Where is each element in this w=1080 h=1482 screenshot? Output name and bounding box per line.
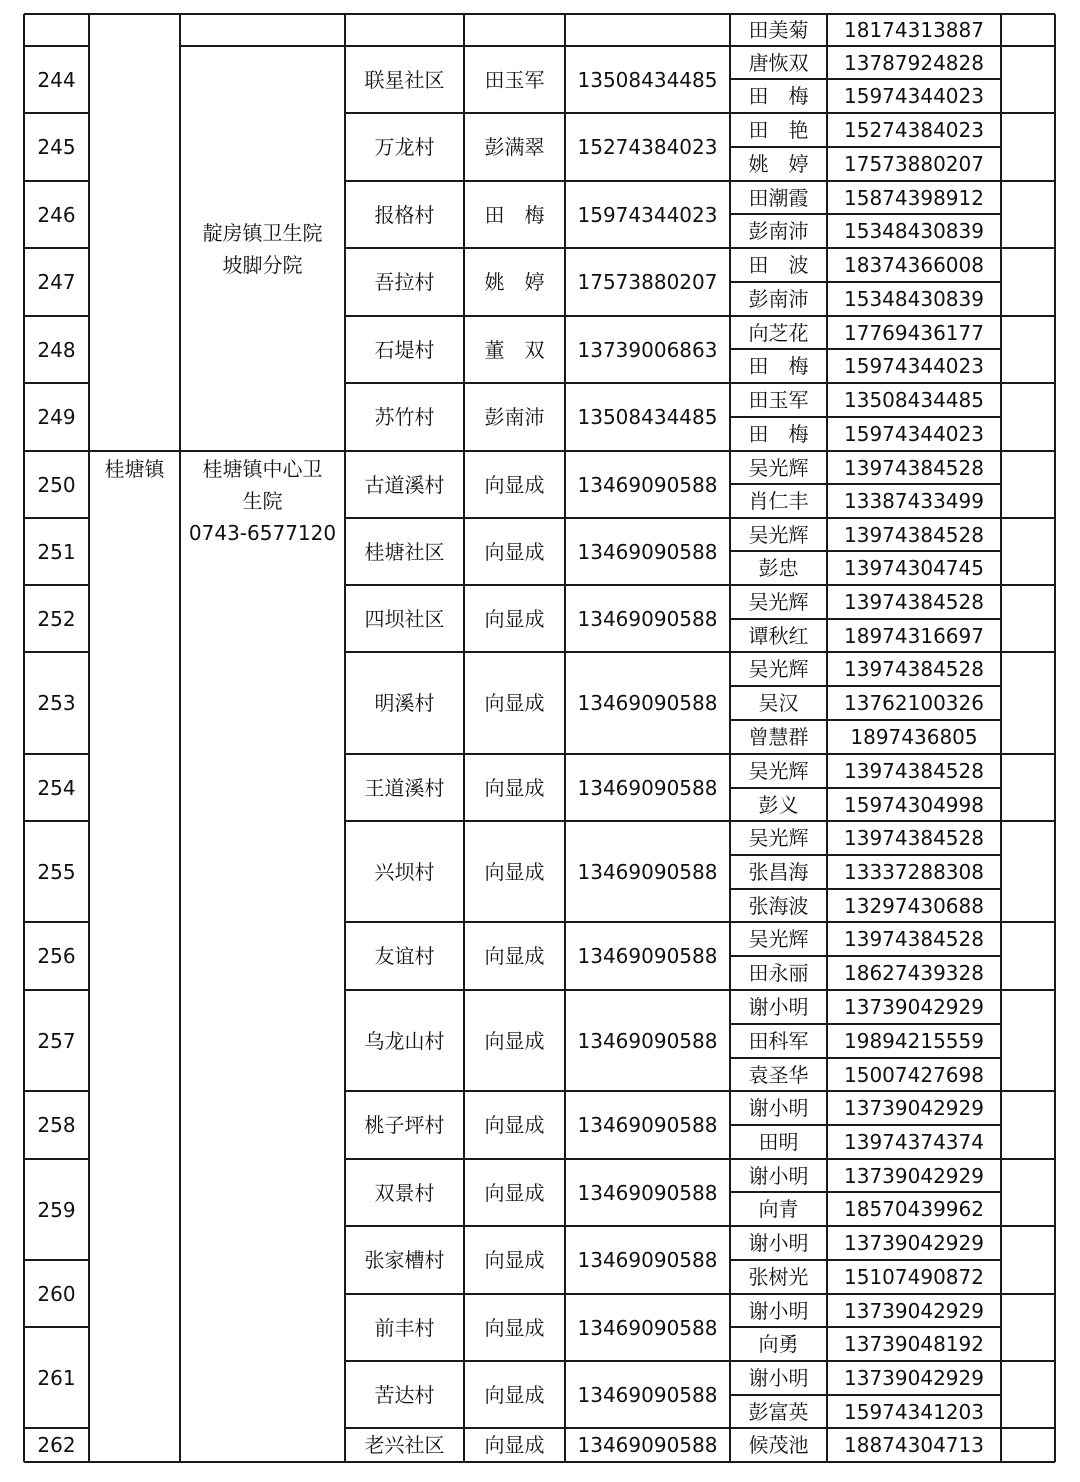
grid-vline bbox=[344, 14, 346, 1462]
contact-phone: 17573880207 bbox=[844, 152, 984, 176]
row-number: 247 bbox=[37, 270, 76, 294]
grid-hline bbox=[24, 112, 89, 114]
grid-hline bbox=[24, 1461, 1055, 1463]
contact-name: 谢小明 bbox=[748, 1096, 809, 1120]
grid-hline bbox=[345, 450, 730, 452]
grid-hline bbox=[1001, 989, 1055, 991]
grid-hline bbox=[730, 45, 1001, 47]
hospital-pojiao-line-2: 坡脚分院 bbox=[222, 252, 303, 277]
contact-name: 候茂池 bbox=[748, 1433, 809, 1457]
hospital-guitang bbox=[180, 451, 345, 1462]
contact-phone: 13974384528 bbox=[844, 826, 984, 850]
row-number: 251 bbox=[37, 539, 76, 564]
grid-hline bbox=[345, 1293, 730, 1295]
village-name: 苦达村 bbox=[374, 1382, 435, 1407]
contact-name: 田 波 bbox=[748, 253, 809, 277]
hospital-guitang-line-2: 生院 bbox=[242, 489, 283, 513]
grid-hline bbox=[345, 1158, 730, 1160]
grid-hline bbox=[24, 1158, 89, 1160]
contact-phone: 1897436805 bbox=[850, 725, 978, 749]
contact-phone: 13762100326 bbox=[844, 691, 984, 715]
grid-vline bbox=[463, 14, 465, 1462]
grid-vline bbox=[564, 14, 566, 1462]
contact-name: 谢小明 bbox=[748, 1231, 809, 1255]
leader-phone: 13469090588 bbox=[577, 775, 718, 800]
grid-hline bbox=[24, 382, 89, 384]
grid-hline bbox=[24, 1427, 89, 1429]
village-name: 石堤村 bbox=[374, 337, 435, 362]
leader-name: 向显成 bbox=[484, 1382, 545, 1407]
leader-name: 田玉军 bbox=[484, 67, 545, 92]
grid-hline bbox=[730, 955, 1001, 957]
grid-hline bbox=[730, 180, 1001, 182]
leader-name: 向显成 bbox=[484, 606, 545, 631]
grid-hline bbox=[730, 517, 1001, 519]
grid-vline bbox=[88, 14, 90, 1462]
row-number: 259 bbox=[37, 1197, 76, 1222]
village-name: 明溪村 bbox=[374, 691, 435, 715]
grid-hline bbox=[345, 382, 730, 384]
grid-hline bbox=[24, 989, 89, 991]
grid-hline bbox=[1001, 180, 1055, 182]
grid-hline bbox=[1001, 517, 1055, 519]
grid-hline bbox=[1001, 315, 1055, 317]
leader-phone: 13469090588 bbox=[577, 691, 718, 715]
grid-hline bbox=[730, 247, 1001, 249]
grid-hline bbox=[730, 719, 1001, 721]
grid-hline bbox=[730, 1293, 1001, 1295]
row-number: 262 bbox=[37, 1433, 76, 1457]
grid-vline bbox=[23, 14, 25, 1462]
grid-hline bbox=[1001, 1427, 1055, 1429]
grid-hline bbox=[730, 281, 1001, 283]
contact-phone: 15007427698 bbox=[844, 1062, 984, 1087]
village-name: 张家槽村 bbox=[364, 1248, 445, 1272]
contact-name: 张海波 bbox=[748, 893, 809, 918]
leader-name: 向显成 bbox=[484, 944, 545, 968]
contact-phone: 15974344023 bbox=[844, 422, 984, 446]
leader-name: 向显成 bbox=[484, 691, 545, 715]
leader-name: 田 梅 bbox=[484, 202, 545, 227]
grid-hline bbox=[180, 45, 345, 47]
leader-name: 向显成 bbox=[484, 1315, 545, 1340]
contact-phone: 15107490872 bbox=[844, 1265, 984, 1289]
grid-hline bbox=[1001, 112, 1055, 114]
grid-hline bbox=[345, 1427, 730, 1429]
grid-hline bbox=[1001, 1293, 1055, 1295]
grid-hline bbox=[730, 1225, 1001, 1227]
contact-name: 吴光辉 bbox=[748, 522, 809, 547]
leader-name: 彭满翠 bbox=[484, 135, 545, 159]
grid-hline bbox=[730, 483, 1001, 485]
leader-phone: 13739006863 bbox=[577, 337, 718, 362]
grid-hline bbox=[89, 450, 345, 452]
grid-hline bbox=[1001, 382, 1055, 384]
village-name: 四坝社区 bbox=[364, 606, 445, 631]
leader-phone: 13508434485 bbox=[577, 405, 718, 429]
leader-phone: 15974344023 bbox=[577, 202, 718, 227]
row-number: 246 bbox=[37, 202, 76, 227]
contact-name: 吴光辉 bbox=[748, 455, 809, 480]
contact-name: 吴光辉 bbox=[748, 759, 809, 783]
grid-hline bbox=[1001, 247, 1055, 249]
grid-hline bbox=[730, 854, 1001, 856]
village-name: 古道溪村 bbox=[364, 472, 445, 497]
contact-phone: 15274384023 bbox=[844, 118, 984, 142]
contact-phone: 13739042929 bbox=[844, 1163, 984, 1188]
grid-hline bbox=[730, 1259, 1001, 1261]
leader-phone: 13469090588 bbox=[577, 539, 718, 564]
grid-hline bbox=[345, 1360, 730, 1362]
contact-phone: 18627439328 bbox=[844, 961, 984, 985]
grid-hline bbox=[730, 416, 1001, 418]
contact-phone: 15974344023 bbox=[844, 84, 984, 108]
contact-phone: 13739042929 bbox=[844, 1298, 984, 1323]
contact-name: 田玉军 bbox=[748, 388, 809, 412]
contact-name: 田明 bbox=[758, 1130, 799, 1154]
contact-phone: 13974384528 bbox=[844, 657, 984, 681]
grid-hline bbox=[730, 618, 1001, 620]
village-name: 联星社区 bbox=[364, 67, 445, 92]
grid-hline bbox=[730, 1427, 1001, 1429]
grid-hline bbox=[730, 382, 1001, 384]
village-name: 万龙村 bbox=[374, 135, 435, 159]
contact-phone: 13974384528 bbox=[844, 759, 984, 783]
contact-name: 田潮霞 bbox=[748, 185, 809, 210]
contact-name: 向青 bbox=[758, 1197, 799, 1221]
leader-name: 向显成 bbox=[484, 472, 545, 497]
village-name: 桂塘社区 bbox=[364, 539, 445, 564]
contact-phone: 18874304713 bbox=[844, 1433, 984, 1457]
leader-phone: 13469090588 bbox=[577, 1433, 718, 1457]
leader-phone: 13469090588 bbox=[577, 1382, 718, 1407]
village-name: 双景村 bbox=[374, 1180, 435, 1205]
contact-phone: 13739042929 bbox=[844, 1366, 984, 1390]
contact-name: 吴光辉 bbox=[748, 590, 809, 614]
leader-phone: 13469090588 bbox=[577, 472, 718, 497]
grid-hline bbox=[730, 921, 1001, 923]
grid-hline bbox=[24, 651, 89, 653]
grid-hline bbox=[24, 450, 89, 452]
contact-name: 田科军 bbox=[748, 1029, 809, 1053]
leader-phone: 13469090588 bbox=[577, 606, 718, 631]
leader-phone: 13469090588 bbox=[577, 1180, 718, 1205]
village-name: 友谊村 bbox=[374, 944, 435, 968]
grid-hline bbox=[24, 180, 89, 182]
grid-vline bbox=[826, 14, 828, 1462]
contact-name: 吴光辉 bbox=[748, 927, 809, 951]
row-number: 254 bbox=[37, 775, 76, 800]
leader-name: 向显成 bbox=[484, 1028, 545, 1053]
contact-name: 向芝花 bbox=[748, 320, 809, 345]
contact-phone: 13974304745 bbox=[844, 556, 984, 580]
contact-phone: 18570439962 bbox=[844, 1197, 984, 1221]
contact-name: 彭忠 bbox=[758, 556, 799, 580]
contact-phone: 13508434485 bbox=[844, 388, 984, 412]
village-name: 苏竹村 bbox=[374, 405, 435, 429]
row-number: 244 bbox=[37, 67, 76, 92]
grid-hline bbox=[1001, 584, 1055, 586]
contact-name: 谭秋红 bbox=[748, 623, 809, 648]
village-name: 兴坝村 bbox=[374, 859, 435, 884]
grid-vline bbox=[179, 14, 181, 1462]
grid-hline bbox=[24, 921, 89, 923]
leader-phone: 17573880207 bbox=[577, 270, 718, 294]
grid-hline bbox=[730, 146, 1001, 148]
contact-name: 彭南沛 bbox=[748, 287, 809, 311]
grid-hline bbox=[730, 550, 1001, 552]
leader-name: 姚 婷 bbox=[484, 270, 545, 294]
contact-phone: 18374366008 bbox=[844, 253, 984, 277]
grid-hline bbox=[345, 820, 730, 822]
contact-name: 谢小明 bbox=[748, 1366, 809, 1390]
grid-hline bbox=[730, 1360, 1001, 1362]
row-number: 256 bbox=[37, 944, 76, 968]
leader-name: 向显成 bbox=[484, 859, 545, 884]
leader-phone: 13469090588 bbox=[577, 1028, 718, 1053]
grid-hline bbox=[730, 685, 1001, 687]
contact-phone: 13739042929 bbox=[844, 1096, 984, 1120]
grid-hline bbox=[345, 112, 730, 114]
grid-hline bbox=[1001, 820, 1055, 822]
contact-name: 彭义 bbox=[758, 792, 799, 817]
town-guitang bbox=[89, 451, 180, 1462]
row-number: 245 bbox=[37, 135, 76, 159]
grid-hline bbox=[730, 1158, 1001, 1160]
contact-name: 袁圣华 bbox=[748, 1062, 809, 1087]
contact-phone: 13739042929 bbox=[844, 995, 984, 1019]
contact-name: 张树光 bbox=[748, 1265, 809, 1289]
row-number: 258 bbox=[37, 1113, 76, 1137]
grid-hline bbox=[24, 517, 89, 519]
contact-name: 田 梅 bbox=[748, 422, 809, 446]
grid-hline bbox=[730, 888, 1001, 890]
contact-name: 向勇 bbox=[758, 1332, 799, 1356]
grid-hline bbox=[730, 1090, 1001, 1092]
grid-hline bbox=[24, 753, 89, 755]
contact-name: 吴光辉 bbox=[748, 657, 809, 681]
grid-hline bbox=[24, 247, 89, 249]
contact-name: 吴汉 bbox=[758, 691, 799, 715]
leader-name: 向显成 bbox=[484, 775, 545, 800]
leader-phone: 13469090588 bbox=[577, 859, 718, 884]
grid-hline bbox=[24, 1326, 89, 1328]
contact-name: 姚 婷 bbox=[748, 152, 809, 176]
grid-vline bbox=[1054, 14, 1056, 1462]
contact-name: 田 梅 bbox=[748, 84, 809, 108]
contact-phone: 13297430688 bbox=[844, 893, 984, 918]
contact-phone: 15348430839 bbox=[844, 219, 984, 243]
leader-name: 向显成 bbox=[484, 1248, 545, 1272]
leader-name: 向显成 bbox=[484, 1180, 545, 1205]
grid-hline bbox=[345, 45, 730, 47]
contact-name: 谢小明 bbox=[748, 1298, 809, 1323]
grid-hline bbox=[1001, 1360, 1055, 1362]
contact-name: 曾慧群 bbox=[748, 725, 809, 749]
contact-name: 吴光辉 bbox=[748, 826, 809, 850]
contact-name: 田 梅 bbox=[748, 354, 809, 378]
contact-name: 谢小明 bbox=[748, 995, 809, 1019]
grid-vline bbox=[1000, 14, 1002, 1462]
grid-hline bbox=[345, 753, 730, 755]
contact-phone: 17769436177 bbox=[844, 320, 984, 345]
grid-hline bbox=[730, 112, 1001, 114]
hospital-guitang-line-1: 桂塘镇中心卫 bbox=[202, 457, 323, 481]
contact-phone: 15348430839 bbox=[844, 287, 984, 311]
contact-phone: 15974344023 bbox=[844, 354, 984, 378]
leader-name: 向显成 bbox=[484, 1433, 545, 1457]
grid-hline bbox=[1001, 753, 1055, 755]
contact-name: 彭南沛 bbox=[748, 219, 809, 243]
hospital-guitang-line-3: 0743-6577120 bbox=[188, 521, 337, 545]
contact-phone: 18974316697 bbox=[844, 623, 984, 648]
grid-hline bbox=[1001, 921, 1055, 923]
row-number: 252 bbox=[37, 606, 76, 631]
grid-hline bbox=[1001, 1090, 1055, 1092]
contact-phone: 15874398912 bbox=[844, 185, 984, 210]
grid-hline bbox=[1001, 45, 1055, 47]
grid-hline bbox=[1001, 651, 1055, 653]
grid-hline bbox=[24, 584, 89, 586]
contact-name: 谢小明 bbox=[748, 1163, 809, 1188]
grid-hline bbox=[24, 1259, 89, 1261]
contact-phone: 13974384528 bbox=[844, 590, 984, 614]
leader-name: 向显成 bbox=[484, 1113, 545, 1137]
grid-hline bbox=[24, 45, 89, 47]
grid-hline bbox=[24, 13, 1055, 15]
grid-hline bbox=[730, 787, 1001, 789]
grid-hline bbox=[730, 1191, 1001, 1193]
hospital-pojiao bbox=[180, 46, 345, 451]
grid-hline bbox=[345, 651, 730, 653]
contact-phone: 18174313887 bbox=[844, 18, 984, 42]
grid-hline bbox=[730, 450, 1001, 452]
grid-hline bbox=[345, 517, 730, 519]
row-number: 248 bbox=[37, 337, 76, 362]
leader-phone: 13469090588 bbox=[577, 1315, 718, 1340]
contact-phone: 19894215559 bbox=[844, 1029, 984, 1053]
village-name: 桃子坪村 bbox=[364, 1113, 445, 1137]
leader-phone: 15274384023 bbox=[577, 135, 718, 159]
contact-name: 张昌海 bbox=[748, 860, 809, 884]
contact-phone: 15974304998 bbox=[844, 792, 984, 817]
leader-phone: 13508434485 bbox=[577, 67, 718, 92]
contact-name: 田永丽 bbox=[748, 961, 809, 985]
contact-phone: 13974384528 bbox=[844, 455, 984, 480]
village-name: 王道溪村 bbox=[364, 775, 445, 800]
grid-hline bbox=[345, 1090, 730, 1092]
grid-hline bbox=[730, 78, 1001, 80]
grid-hline bbox=[1001, 1225, 1055, 1227]
contact-name: 唐恢双 bbox=[748, 50, 809, 75]
grid-hline bbox=[24, 820, 89, 822]
grid-hline bbox=[345, 1225, 730, 1227]
contact-name: 肖仁丰 bbox=[748, 489, 809, 513]
leader-name: 向显成 bbox=[484, 539, 545, 564]
grid-hline bbox=[730, 1394, 1001, 1396]
contact-name: 田美菊 bbox=[748, 18, 809, 42]
leader-phone: 13469090588 bbox=[577, 1113, 718, 1137]
grid-hline bbox=[345, 180, 730, 182]
contact-phone: 13739048192 bbox=[844, 1332, 984, 1356]
grid-hline bbox=[345, 247, 730, 249]
contact-phone: 13387433499 bbox=[844, 489, 984, 513]
grid-hline bbox=[730, 213, 1001, 215]
grid-hline bbox=[24, 315, 89, 317]
contact-phone: 15974341203 bbox=[844, 1399, 984, 1424]
contact-name: 田 艳 bbox=[748, 118, 809, 142]
grid-hline bbox=[730, 820, 1001, 822]
grid-hline bbox=[345, 989, 730, 991]
row-number: 257 bbox=[37, 1028, 76, 1053]
village-name: 吾拉村 bbox=[374, 270, 435, 294]
village-name: 前丰村 bbox=[374, 1315, 435, 1340]
grid-hline bbox=[730, 584, 1001, 586]
contact-phone: 13337288308 bbox=[844, 860, 984, 884]
grid-hline bbox=[730, 315, 1001, 317]
village-name: 报格村 bbox=[374, 202, 435, 227]
grid-vline bbox=[729, 14, 731, 1462]
leader-phone: 13469090588 bbox=[577, 944, 718, 968]
contact-phone: 13974384528 bbox=[844, 522, 984, 547]
row-number: 255 bbox=[37, 859, 76, 884]
contact-phone: 13974384528 bbox=[844, 927, 984, 951]
leader-name: 彭南沛 bbox=[484, 405, 545, 429]
grid-hline bbox=[1001, 450, 1055, 452]
grid-hline bbox=[24, 1090, 89, 1092]
grid-hline bbox=[730, 348, 1001, 350]
grid-hline bbox=[730, 1023, 1001, 1025]
town-guitang-line-1: 桂塘镇 bbox=[104, 457, 165, 481]
row-number: 260 bbox=[37, 1281, 76, 1306]
contact-name: 彭富英 bbox=[748, 1399, 809, 1424]
grid-hline bbox=[345, 921, 730, 923]
row-number: 250 bbox=[37, 472, 76, 497]
grid-hline bbox=[345, 315, 730, 317]
row-number: 249 bbox=[37, 405, 76, 429]
grid-hline bbox=[730, 651, 1001, 653]
leader-name: 董 双 bbox=[484, 337, 545, 362]
grid-hline bbox=[1001, 1158, 1055, 1160]
row-number: 253 bbox=[37, 691, 76, 715]
grid-hline bbox=[730, 753, 1001, 755]
grid-hline bbox=[730, 1326, 1001, 1328]
leader-phone: 13469090588 bbox=[577, 1248, 718, 1272]
village-name: 老兴社区 bbox=[364, 1433, 445, 1457]
contact-phone: 13739042929 bbox=[844, 1231, 984, 1255]
grid-hline bbox=[345, 584, 730, 586]
row-number: 261 bbox=[37, 1365, 76, 1390]
grid-hline bbox=[730, 989, 1001, 991]
contact-phone: 13974374374 bbox=[844, 1130, 984, 1154]
contact-phone: 13787924828 bbox=[844, 50, 984, 75]
village-name: 乌龙山村 bbox=[364, 1028, 445, 1053]
hospital-pojiao-line-1: 靛房镇卫生院 bbox=[202, 220, 323, 245]
grid-hline bbox=[730, 1057, 1001, 1059]
grid-hline bbox=[730, 1124, 1001, 1126]
